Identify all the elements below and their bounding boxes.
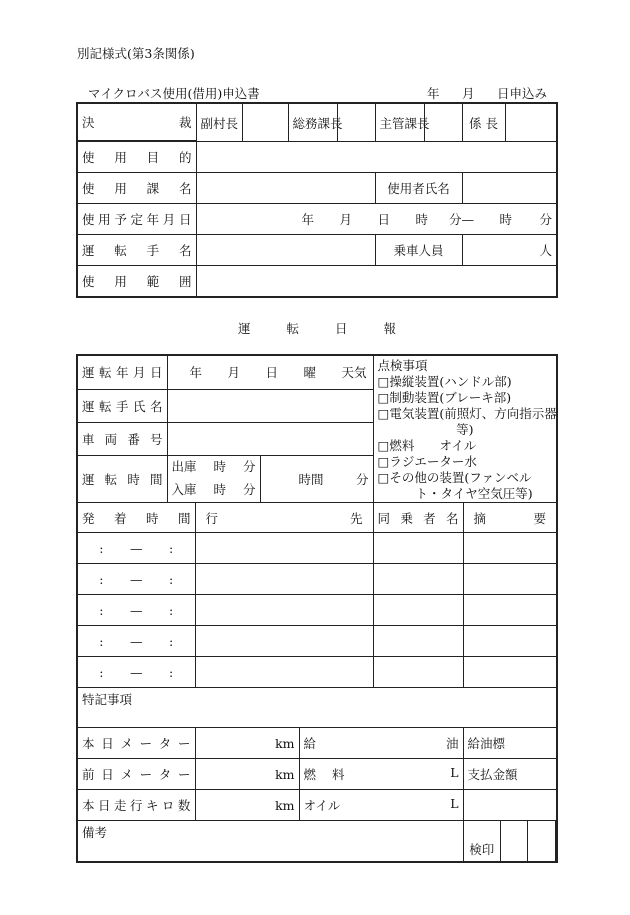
fuel-field[interactable]: 燃 料 L: [299, 759, 463, 790]
col-remarks-header: 摘 要: [463, 503, 557, 533]
row-time[interactable]: : — :: [77, 533, 195, 564]
approver-4: 係 長: [462, 103, 505, 142]
schedule-field[interactable]: 年 月 日 時 分— 時 分: [196, 204, 557, 235]
passengers-field[interactable]: 人: [462, 235, 557, 266]
approver-3: 主管課長: [375, 103, 424, 142]
passengers-label: 乗車人員: [375, 235, 462, 266]
notes-label: 備考: [82, 825, 108, 840]
row-remarks[interactable]: [463, 564, 557, 595]
inspection-title: 点検事項: [377, 358, 428, 373]
time-label: 運 転 時 間: [77, 455, 167, 502]
inspection-item[interactable]: □その他の装置(ファンベル: [377, 470, 532, 485]
purpose-label: 使 用 目 的: [77, 142, 196, 173]
application-table: [76, 102, 558, 298]
table-row: [77, 595, 557, 626]
table-row: [77, 657, 557, 688]
log-driver-label: 運 転 手 氏 名: [77, 389, 167, 422]
row-dest[interactable]: [195, 533, 373, 564]
application-title: マイクロバス使用(借用)申込書: [88, 86, 260, 101]
row-time[interactable]: : — :: [77, 564, 195, 595]
user-field[interactable]: [462, 173, 557, 204]
row-dest[interactable]: [195, 595, 373, 626]
meter-prev-field[interactable]: km: [195, 759, 299, 790]
inspection-item[interactable]: □燃料 オイル: [377, 438, 477, 453]
driver-label: 運 転 手 名: [77, 235, 196, 266]
inspection-box: [373, 355, 557, 503]
driver-field[interactable]: [196, 235, 375, 266]
form-label: 別記様式(第3条関係): [77, 46, 195, 61]
inspect-seal-box[interactable]: [528, 821, 556, 861]
table-row: [77, 533, 557, 564]
kessai-label: 決 裁: [78, 104, 196, 141]
row-dest[interactable]: [195, 657, 373, 688]
inspect-seal-box[interactable]: [501, 821, 529, 861]
row-time[interactable]: : — :: [77, 626, 195, 657]
inspect-seal-block: [463, 821, 557, 863]
depart-enter-field[interactable]: 出庫 時 分 入庫 時 分: [167, 455, 260, 502]
col-dest-header: 行 先: [195, 503, 373, 533]
col-time-header: 発 着 時 間: [77, 503, 195, 533]
duration-field[interactable]: 時間 分: [260, 455, 373, 502]
user-label: 使用者氏名: [375, 173, 462, 204]
special-notes-field[interactable]: [77, 688, 557, 728]
row-time[interactable]: : — :: [77, 657, 195, 688]
vehicle-field[interactable]: [167, 422, 373, 455]
row-companion[interactable]: [373, 595, 463, 626]
dept-field[interactable]: [196, 173, 375, 204]
inspection-item[interactable]: □操縦装置(ハンドル部): [377, 374, 512, 389]
inspect-seal-label: 検印: [464, 821, 501, 861]
notes-field[interactable]: [77, 821, 463, 863]
payment-extra-field[interactable]: [463, 790, 557, 821]
payment-field[interactable]: 支払金額: [463, 759, 557, 790]
vehicle-label: 車 両 番 号: [77, 422, 167, 455]
row-companion[interactable]: [373, 533, 463, 564]
oil-field[interactable]: オイル L: [299, 790, 463, 821]
approver-1: 副村長: [196, 103, 242, 142]
inspection-item-cont: 等): [456, 422, 474, 437]
purpose-field[interactable]: [196, 142, 557, 173]
row-time[interactable]: : — :: [77, 595, 195, 626]
log-title: 運 転 日 報: [238, 321, 396, 336]
row-dest[interactable]: [195, 626, 373, 657]
row-companion[interactable]: [373, 626, 463, 657]
meter-prev-label: 前 日 メ ー タ ー: [77, 759, 195, 790]
fuel-refill-field[interactable]: 給 油: [299, 728, 463, 759]
table-row: [77, 564, 557, 595]
approver-4-seal[interactable]: [505, 103, 557, 142]
inspection-item[interactable]: □電気装置(前照灯、方向指示器: [377, 406, 557, 421]
table-row: [77, 626, 557, 657]
date-tsuki: 月: [462, 86, 475, 101]
date-nen: 年: [427, 86, 440, 101]
date-suffix: 日申込み: [497, 86, 548, 101]
meter-today-field[interactable]: km: [195, 728, 299, 759]
inspection-item-cont: ト・タイヤ空気圧等): [415, 486, 533, 501]
col-companion-header: 同 乗 者 名: [373, 503, 463, 533]
inspection-item[interactable]: □制動装置(ブレーキ部): [377, 390, 512, 405]
scope-label: 使 用 範 囲: [77, 266, 196, 297]
log-date-field[interactable]: 年 月 日 曜 天気: [167, 355, 373, 389]
log-driver-field[interactable]: [167, 389, 373, 422]
distance-label: 本 日 走 行 キ ロ 数: [77, 790, 195, 821]
schedule-label: 使 用 予 定 年 月 日: [77, 204, 196, 235]
scope-field[interactable]: [196, 266, 557, 297]
fuel-station-field[interactable]: 給油標: [463, 728, 557, 759]
dept-label: 使 用 課 名: [77, 173, 196, 204]
row-dest[interactable]: [195, 564, 373, 595]
log-table: [76, 354, 558, 863]
inspection-item[interactable]: □ラジエーター水: [377, 454, 477, 469]
row-companion[interactable]: [373, 657, 463, 688]
row-remarks[interactable]: [463, 657, 557, 688]
distance-field[interactable]: km: [195, 790, 299, 821]
meter-today-label: 本 日 メ ー タ ー: [77, 728, 195, 759]
log-date-label: 運 転 年 月 日: [77, 355, 167, 389]
approver-2: 総務課長: [288, 103, 337, 142]
row-remarks[interactable]: [463, 533, 557, 564]
row-remarks[interactable]: [463, 595, 557, 626]
special-notes-label: 特記事項: [82, 692, 133, 707]
approver-1-seal[interactable]: [242, 103, 288, 142]
row-companion[interactable]: [373, 564, 463, 595]
row-remarks[interactable]: [463, 626, 557, 657]
